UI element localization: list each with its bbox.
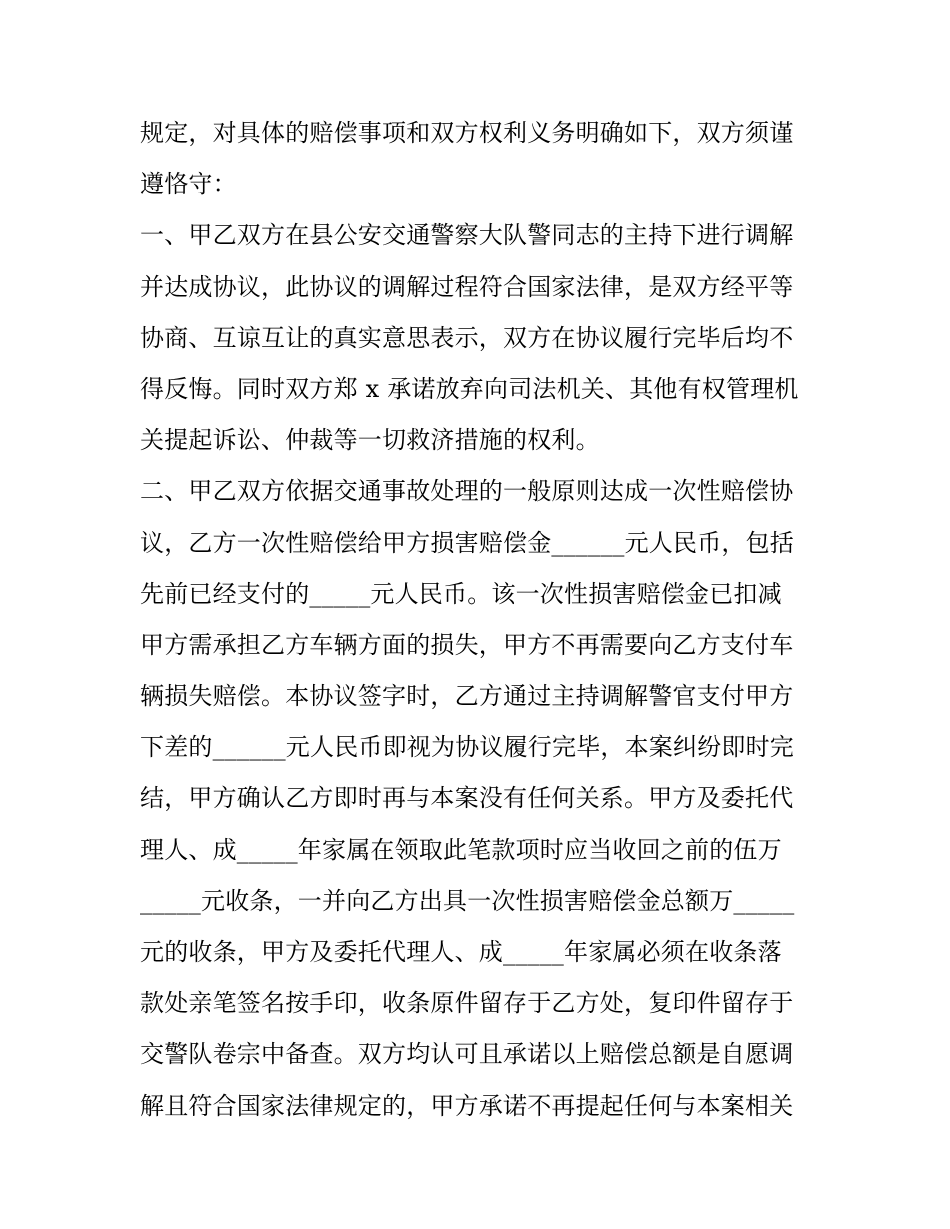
- text-line: _____元收条，一并向乙方出具一次性损害赔偿金总额万_____: [140, 886, 795, 915]
- agreement-text: [140, 108, 830, 1132]
- text-line: 遵恪守：: [140, 170, 237, 199]
- text-line: 并达成协议，此协议的调解过程符合国家法律，是双方经平等: [140, 272, 794, 301]
- text-line: 解且符合国家法律规定的，甲方承诺不再提起任何与本案相关: [140, 1091, 794, 1120]
- text-line: 甲方需承担乙方车辆方面的损失，甲方不再需要向乙方支付车: [140, 630, 794, 659]
- text-line: 下差的______元人民币即视为协议履行完毕，本案纠纷即时完: [140, 733, 794, 762]
- text-line: 二、甲乙双方依据交通事故处理的一般原则达成一次性赔偿协: [140, 477, 794, 506]
- text-line: 结，甲方确认乙方即时再与本案没有任何关系。甲方及委托代: [140, 784, 794, 813]
- text-line: 交警队卷宗中备查。双方均认可且承诺以上赔偿总额是自愿调: [140, 1040, 794, 1069]
- text-line: 元的收条，甲方及委托代理人、成_____年家属必须在收条落: [140, 938, 782, 966]
- text-line: 先前已经支付的_____元人民币。该一次性损害赔偿金已扣减: [140, 579, 782, 608]
- text-line: 得反悔。同时双方郑 x 承诺放弃向司法机关、其他有权管理机: [140, 374, 799, 403]
- text-line: 协商、互谅互让的真实意思表示，双方在协议履行完毕后均不: [140, 323, 794, 352]
- text-line: 议，乙方一次性赔偿给甲方损害赔偿金______元人民币，包括: [140, 528, 794, 557]
- text-line: 规定，对具体的赔偿事项和双方权利义务明确如下，双方须谨: [140, 119, 794, 147]
- text-line: 辆损失赔偿。本协议签字时，乙方通过主持调解警官支付甲方: [140, 682, 794, 711]
- text-line: 理人、成_____年家属在领取此笔款项时应当收回之前的伍万: [140, 835, 782, 864]
- text-line: 一、甲乙双方在县公安交通警察大队警同志的主持下进行调解: [140, 221, 794, 250]
- text-line: 款处亲笔签名按手印，收条原件留存于乙方处，复印件留存于: [140, 989, 794, 1018]
- text-line: 关提起诉讼、仲裁等一切救济措施的权利。: [140, 426, 600, 455]
